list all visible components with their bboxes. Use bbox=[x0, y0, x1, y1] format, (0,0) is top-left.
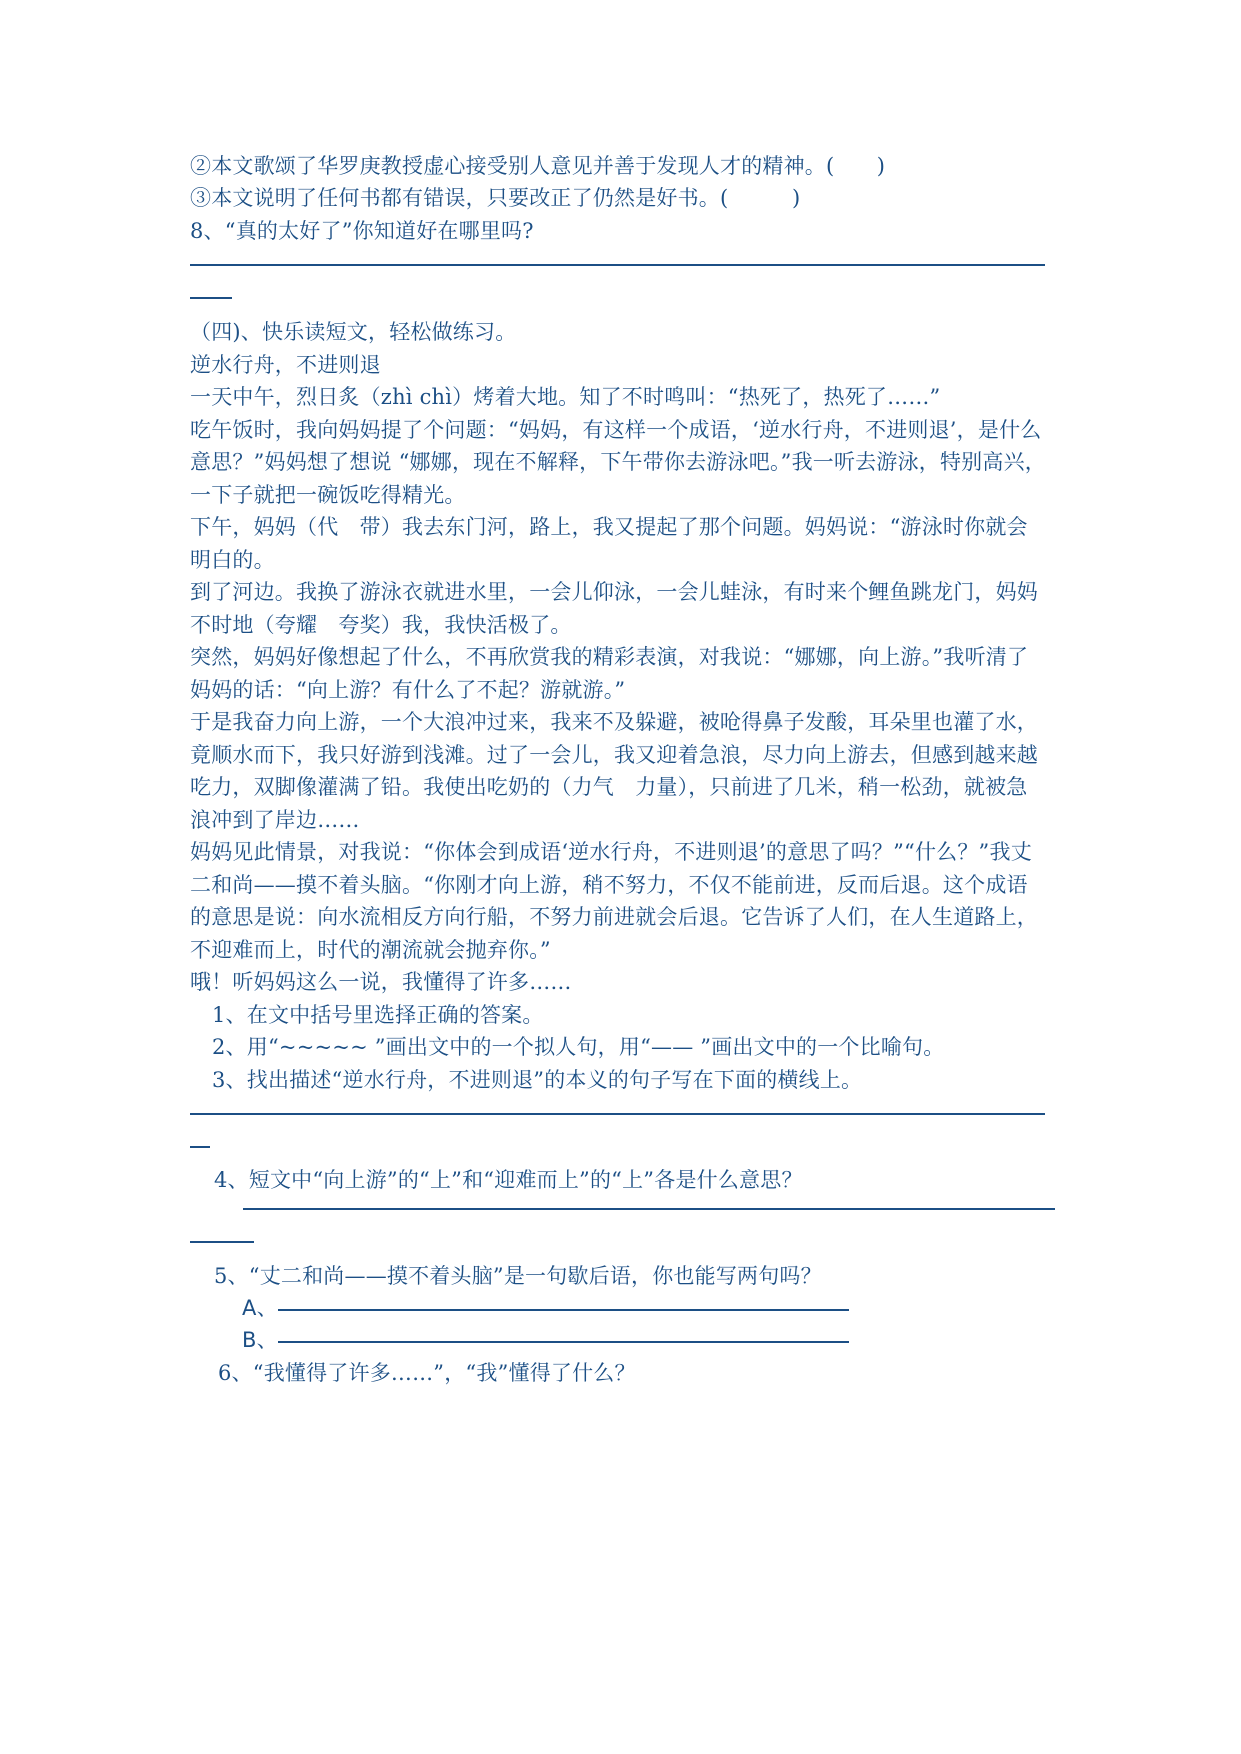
answer-line bbox=[190, 297, 232, 299]
exercise-4: 4、短文中“向上游”的“上”和“迎难而上”的“上”各是什么意思？ bbox=[214, 1168, 803, 1192]
passage-line: 不迎难而上，时代的潮流就会抛弃你。” bbox=[190, 938, 551, 962]
exercise-5-a: A、 bbox=[242, 1296, 278, 1320]
exercise-6: 6、“我懂得了许多……”，“我”懂得了什么？ bbox=[218, 1361, 636, 1385]
answer-line bbox=[278, 1341, 849, 1343]
answer-line bbox=[190, 264, 1045, 266]
passage-line: 一天中午，烈日炙（zhì chì）烤着大地。知了不时鸣叫：“热死了，热死了……” bbox=[190, 385, 941, 409]
passage-line: 于是我奋力向上游，一个大浪冲过来，我来不及躲避，被呛得鼻子发酸，耳朵里也灌了水， bbox=[190, 710, 1038, 734]
passage-line: 突然，妈妈好像想起了什么，不再欣赏我的精彩表演，对我说：“娜娜，向上游。”我听清了 bbox=[190, 645, 1029, 669]
text-line: ③本文说明了任何书都有错误，只要改正了仍然是好书。( ) bbox=[190, 186, 801, 210]
passage-line: 下午，妈妈（代 带）我去东门河，路上，我又提起了那个问题。妈妈说：“游泳时你就会 bbox=[190, 515, 1028, 539]
passage-line: 哦！听妈妈这么一说，我懂得了许多…… bbox=[190, 970, 572, 994]
exercise-5-b: B、 bbox=[242, 1328, 278, 1352]
passage-line: 不时地（夸耀 夸奖）我，我快活极了。 bbox=[190, 613, 572, 637]
answer-line bbox=[278, 1309, 849, 1311]
passage-line: 妈妈见此情景，对我说：“你体会到成语‘逆水行舟，不进则退’的意思了吗？”“什么？”我丈 bbox=[190, 840, 1032, 864]
passage-line: 意思？”妈妈想了想说 “娜娜，现在不解释，下午带你去游泳吧。”我一听去游泳，特别高兴， bbox=[190, 450, 1046, 474]
passage-line: 竟顺水而下，我只好游到浅滩。过了一会儿，我又迎着急浪，尽力向上游去，但感到越来越 bbox=[190, 743, 1038, 767]
exercise-5: 5、“丈二和尚——摸不着头脑”是一句歇后语，你也能写两句吗？ bbox=[214, 1264, 822, 1288]
exercise-1: 1、在文中括号里选择正确的答案。 bbox=[212, 1003, 544, 1027]
passage-line: 吃午饭时，我向妈妈提了个问题：“妈妈，有这样一个成语，‘逆水行舟，不进则退’，是什么 bbox=[190, 418, 1042, 442]
answer-line bbox=[190, 1146, 210, 1148]
passage-line: 妈妈的话：“向上游？有什么了不起？游就游。” bbox=[190, 678, 626, 702]
exercise-2: 2、用“~~~~~ ”画出文中的一个拟人句，用“—— ”画出文中的一个比喻句。 bbox=[212, 1035, 945, 1059]
answer-line bbox=[190, 1113, 1045, 1115]
passage-line: 明白的。 bbox=[190, 548, 275, 572]
passage-line: 到了河边。我换了游泳衣就进水里，一会儿仰泳，一会儿蛙泳，有时来个鲤鱼跳龙门，妈妈 bbox=[190, 580, 1038, 604]
passage-title: 逆水行舟，不进则退 bbox=[190, 353, 381, 377]
text-line: ②本文歌颂了华罗庚教授虚心接受别人意见并善于发现人才的精神。( ) bbox=[190, 154, 886, 178]
answer-line bbox=[190, 1241, 254, 1243]
answer-line bbox=[243, 1208, 1055, 1210]
question-8: 8、“真的太好了”你知道好在哪里吗? bbox=[190, 219, 534, 243]
passage-line: 吃力，双脚像灌满了铅。我使出吃奶的（力气 力量），只前进了几米，稍一松劲，就被急 bbox=[190, 775, 1028, 799]
passage-line: 的意思是说：向水流相反方向行船，不努力前进就会后退。它告诉了人们，在人生道路上， bbox=[190, 905, 1038, 929]
passage-line: 一下子就把一碗饭吃得精光。 bbox=[190, 483, 466, 507]
passage-line: 二和尚——摸不着头脑。“你刚才向上游，稍不努力，不仅不能前进，反而后退。这个成语 bbox=[190, 873, 1028, 897]
section-heading: （四)、快乐读短文，轻松做练习。 bbox=[190, 320, 517, 344]
exercise-3: 3、找出描述“逆水行舟，不进则退”的本义的句子写在下面的横线上。 bbox=[212, 1068, 863, 1092]
passage-line: 浪冲到了岸边…… bbox=[190, 808, 360, 832]
